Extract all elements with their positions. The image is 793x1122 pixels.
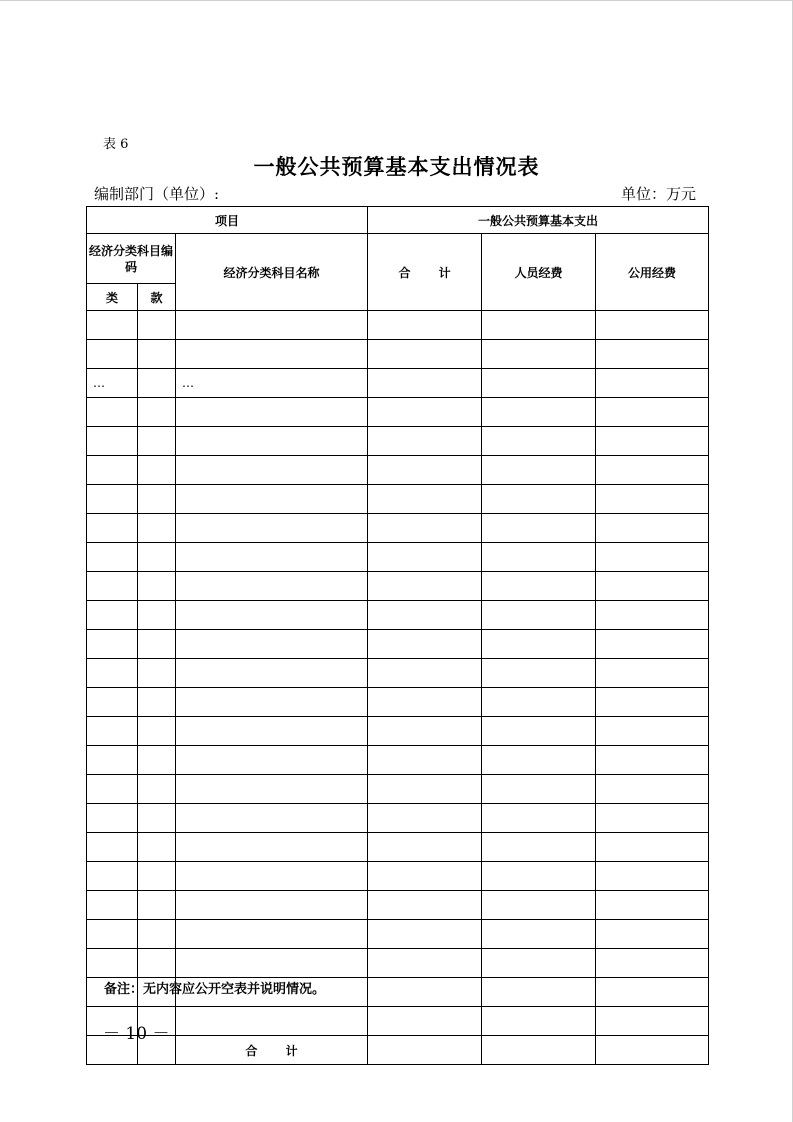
table-cell bbox=[176, 746, 368, 775]
table-row bbox=[87, 1007, 709, 1036]
table-row bbox=[87, 572, 709, 601]
table-cell bbox=[87, 485, 138, 514]
table-row bbox=[87, 514, 709, 543]
unit-label: 单位：万元 bbox=[620, 185, 696, 203]
table-cell bbox=[368, 485, 482, 514]
table-row bbox=[87, 688, 709, 717]
table-cell bbox=[176, 920, 368, 949]
table-cell bbox=[482, 630, 596, 659]
table-cell bbox=[482, 340, 596, 369]
table-cell bbox=[87, 572, 138, 601]
table-cell bbox=[368, 398, 482, 427]
table-cell bbox=[176, 775, 368, 804]
table-cell bbox=[87, 398, 138, 427]
table-cell bbox=[482, 949, 596, 978]
table-cell bbox=[87, 920, 138, 949]
table-cell bbox=[368, 543, 482, 572]
table-cell bbox=[368, 891, 482, 920]
table-cell bbox=[138, 775, 176, 804]
table-cell bbox=[87, 659, 138, 688]
table-cell bbox=[368, 1036, 482, 1065]
table-cell bbox=[176, 456, 368, 485]
table-cell bbox=[482, 978, 596, 1007]
total-label: 合 计 bbox=[245, 1043, 310, 1058]
table-row bbox=[87, 311, 709, 340]
table-cell bbox=[368, 862, 482, 891]
table-cell bbox=[138, 340, 176, 369]
table-cell bbox=[176, 543, 368, 572]
table-cell bbox=[596, 833, 709, 862]
table-cell bbox=[368, 456, 482, 485]
table-cell bbox=[87, 891, 138, 920]
table-cell bbox=[596, 688, 709, 717]
table-cell bbox=[596, 456, 709, 485]
table-row bbox=[87, 398, 709, 427]
table-cell bbox=[176, 514, 368, 543]
table-cell bbox=[596, 398, 709, 427]
table-cell bbox=[368, 369, 482, 398]
table-cell bbox=[482, 1007, 596, 1036]
table-cell bbox=[176, 340, 368, 369]
table-cell bbox=[596, 369, 709, 398]
table-cell bbox=[138, 659, 176, 688]
table-cell bbox=[482, 1036, 596, 1065]
table-cell bbox=[138, 891, 176, 920]
table-cell bbox=[596, 659, 709, 688]
table-row bbox=[87, 833, 709, 862]
table-cell bbox=[368, 659, 482, 688]
table-cell bbox=[596, 543, 709, 572]
table-cell bbox=[596, 978, 709, 1007]
table-cell bbox=[596, 746, 709, 775]
table-row bbox=[87, 717, 709, 746]
table-cell bbox=[482, 717, 596, 746]
table-cell bbox=[368, 630, 482, 659]
table-cell bbox=[596, 775, 709, 804]
table-row bbox=[87, 804, 709, 833]
table-cell bbox=[482, 688, 596, 717]
total-label-cell bbox=[176, 1036, 368, 1065]
table-cell bbox=[87, 601, 138, 630]
document-title: 一般公共预算基本支出情况表 bbox=[253, 155, 540, 179]
table-cell bbox=[482, 456, 596, 485]
table-cell bbox=[482, 427, 596, 456]
table-cell bbox=[138, 456, 176, 485]
table-cell bbox=[176, 398, 368, 427]
header-row-1 bbox=[87, 207, 709, 234]
table-cell bbox=[138, 630, 176, 659]
table-cell bbox=[482, 804, 596, 833]
header-row-2 bbox=[87, 234, 709, 284]
table-cell bbox=[176, 688, 368, 717]
table-cell bbox=[482, 572, 596, 601]
page-number: － 10 － bbox=[103, 1024, 170, 1044]
table-cell bbox=[596, 949, 709, 978]
table-cell bbox=[138, 949, 176, 978]
table-cell bbox=[482, 891, 596, 920]
table-cell bbox=[138, 746, 176, 775]
table-cell bbox=[596, 862, 709, 891]
table-row bbox=[87, 456, 709, 485]
ellipsis-name-cell: … bbox=[176, 369, 368, 398]
table-cell bbox=[482, 398, 596, 427]
table-cell bbox=[87, 775, 138, 804]
table-row bbox=[87, 659, 709, 688]
table-cell bbox=[87, 746, 138, 775]
table-cell bbox=[482, 920, 596, 949]
table-cell bbox=[368, 978, 482, 1007]
table-cell bbox=[368, 601, 482, 630]
table-row-ellipsis bbox=[87, 369, 709, 398]
table-row bbox=[87, 630, 709, 659]
table-cell bbox=[176, 659, 368, 688]
table-cell bbox=[596, 311, 709, 340]
table-total-row bbox=[87, 1036, 709, 1065]
table-cell bbox=[87, 717, 138, 746]
table-cell bbox=[87, 804, 138, 833]
table-cell bbox=[482, 369, 596, 398]
table-cell bbox=[87, 456, 138, 485]
table-cell bbox=[482, 746, 596, 775]
table-cell bbox=[368, 427, 482, 456]
table-cell bbox=[482, 514, 596, 543]
table-cell bbox=[138, 601, 176, 630]
table-cell bbox=[138, 427, 176, 456]
table-cell bbox=[87, 630, 138, 659]
table-cell bbox=[176, 630, 368, 659]
table-cell bbox=[368, 514, 482, 543]
table-cell bbox=[596, 804, 709, 833]
table-cell bbox=[138, 398, 176, 427]
table-cell bbox=[482, 601, 596, 630]
budget-expenditure-table bbox=[86, 206, 709, 1065]
table-cell bbox=[176, 601, 368, 630]
table-cell bbox=[596, 717, 709, 746]
table-cell bbox=[596, 514, 709, 543]
table-row bbox=[87, 775, 709, 804]
table-cell bbox=[176, 572, 368, 601]
table-cell bbox=[176, 1007, 368, 1036]
table-cell bbox=[368, 717, 482, 746]
table-cell bbox=[368, 1007, 482, 1036]
table-cell bbox=[482, 485, 596, 514]
table-cell bbox=[138, 717, 176, 746]
table-cell bbox=[87, 949, 138, 978]
table-cell bbox=[482, 775, 596, 804]
header-class: 类 bbox=[87, 284, 138, 311]
table-cell bbox=[176, 833, 368, 862]
table-row bbox=[87, 601, 709, 630]
table-cell bbox=[596, 572, 709, 601]
table-cell bbox=[596, 630, 709, 659]
header-personnel-expense: 人员经费 bbox=[482, 234, 596, 311]
table-number: 表 6 bbox=[103, 137, 129, 152]
table-cell bbox=[87, 340, 138, 369]
table-cell bbox=[596, 1036, 709, 1065]
table-cell bbox=[138, 369, 176, 398]
header-economic-code: 经济分类科目编码 bbox=[87, 234, 176, 284]
table-row bbox=[87, 543, 709, 572]
table-cell bbox=[596, 891, 709, 920]
table-cell bbox=[368, 572, 482, 601]
table-cell bbox=[138, 485, 176, 514]
table-cell bbox=[87, 688, 138, 717]
table-cell bbox=[87, 311, 138, 340]
header-total-text: 合 计 bbox=[398, 265, 463, 280]
table-cell bbox=[176, 717, 368, 746]
table-cell bbox=[176, 862, 368, 891]
header-item: 项目 bbox=[87, 207, 368, 234]
header-public-expense: 公用经费 bbox=[596, 234, 709, 311]
table-cell bbox=[138, 514, 176, 543]
table-cell bbox=[596, 427, 709, 456]
ellipsis-class-cell: … bbox=[87, 369, 138, 398]
table-cell bbox=[176, 949, 368, 978]
header-total bbox=[368, 234, 482, 311]
table-cell bbox=[368, 804, 482, 833]
table-cell bbox=[138, 833, 176, 862]
table-cell bbox=[596, 340, 709, 369]
table-row bbox=[87, 340, 709, 369]
table-cell bbox=[87, 833, 138, 862]
table-row bbox=[87, 746, 709, 775]
table-cell bbox=[87, 543, 138, 572]
table-cell bbox=[482, 862, 596, 891]
table-cell bbox=[176, 891, 368, 920]
table-cell bbox=[368, 949, 482, 978]
header-basic-expenditure: 一般公共预算基本支出 bbox=[368, 207, 709, 234]
table-cell bbox=[138, 804, 176, 833]
header-section: 款 bbox=[138, 284, 176, 311]
table-cell bbox=[482, 311, 596, 340]
table-cell bbox=[596, 920, 709, 949]
table-cell bbox=[368, 775, 482, 804]
table-cell bbox=[138, 688, 176, 717]
table-row bbox=[87, 427, 709, 456]
table-cell bbox=[368, 833, 482, 862]
remark-note: 备注：无内容应公开空表并说明情况。 bbox=[104, 982, 326, 997]
table-cell bbox=[596, 601, 709, 630]
department-label: 编制部门（单位）: bbox=[94, 185, 220, 203]
header-economic-name: 经济分类科目名称 bbox=[176, 234, 368, 311]
table-cell bbox=[596, 485, 709, 514]
table-cell bbox=[368, 746, 482, 775]
table-row bbox=[87, 949, 709, 978]
table-cell bbox=[368, 920, 482, 949]
table-cell bbox=[368, 311, 482, 340]
table-cell bbox=[176, 311, 368, 340]
table-row bbox=[87, 891, 709, 920]
table-row bbox=[87, 485, 709, 514]
table-cell bbox=[482, 659, 596, 688]
table-cell bbox=[368, 688, 482, 717]
table-cell bbox=[176, 485, 368, 514]
table-cell bbox=[596, 1007, 709, 1036]
table-cell bbox=[482, 543, 596, 572]
table-cell bbox=[368, 340, 482, 369]
table-cell bbox=[176, 427, 368, 456]
table-row bbox=[87, 862, 709, 891]
table-cell bbox=[482, 833, 596, 862]
table-cell bbox=[87, 862, 138, 891]
table-row bbox=[87, 920, 709, 949]
table-cell bbox=[138, 862, 176, 891]
table-cell bbox=[138, 572, 176, 601]
table-cell bbox=[87, 427, 138, 456]
table-cell bbox=[138, 311, 176, 340]
table-cell bbox=[138, 543, 176, 572]
table-cell bbox=[176, 804, 368, 833]
table-cell bbox=[87, 514, 138, 543]
table-cell bbox=[138, 920, 176, 949]
